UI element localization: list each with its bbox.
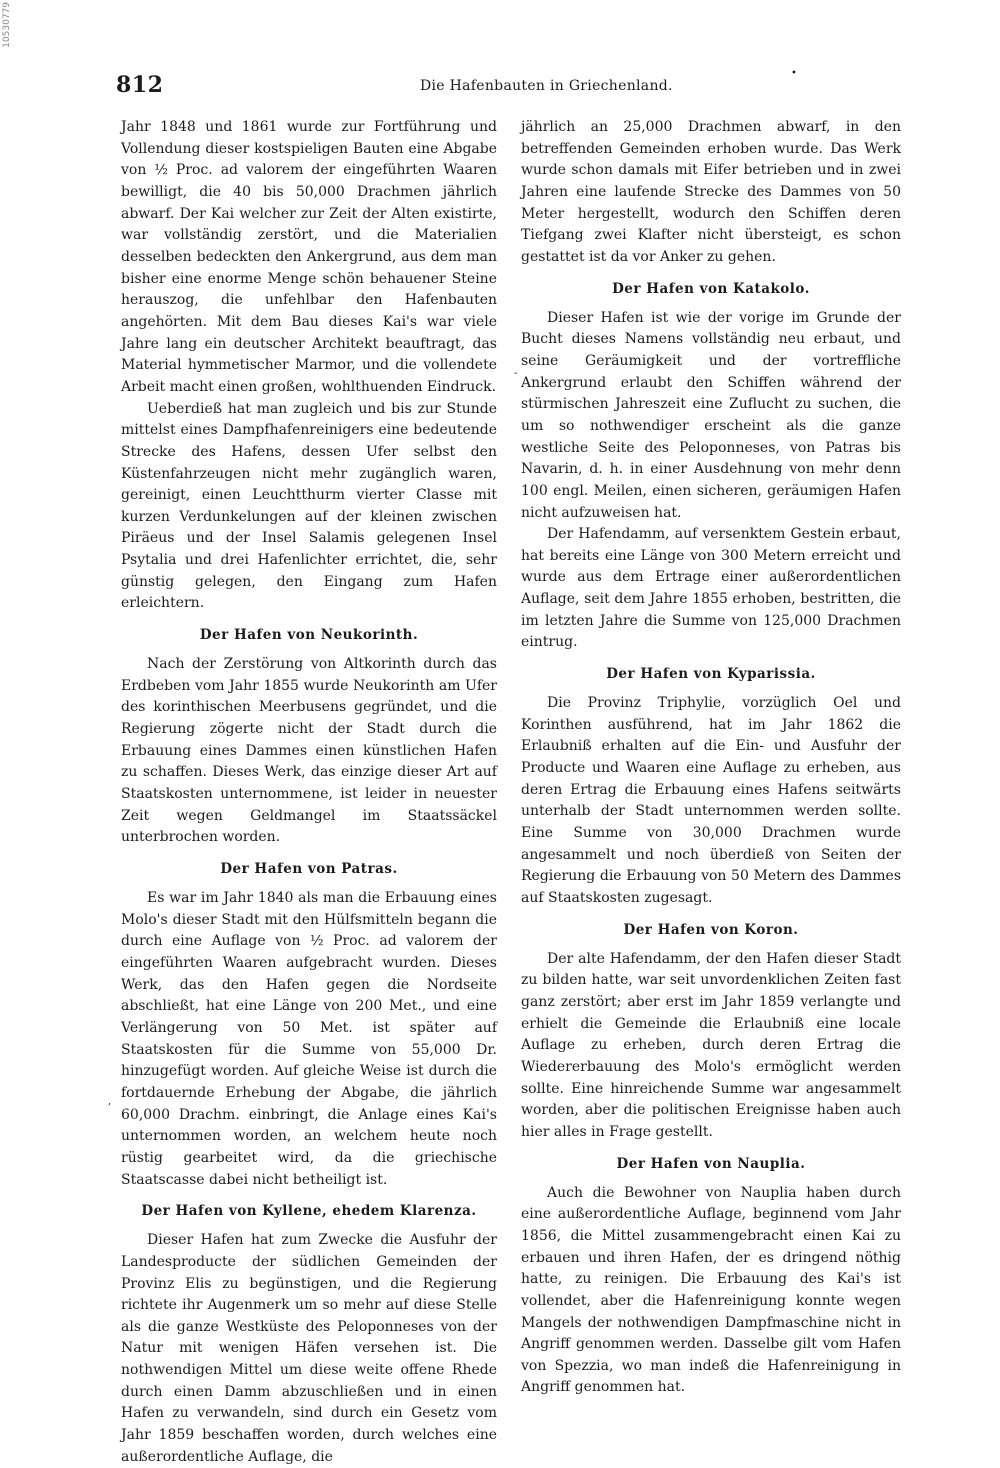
paragraph-piraeus-kai: Jahr 1848 und 1861 wurde zur Fortführung und Vollendung dieser kostspieligen Bauten eine Abgabe von ½ Proc. ad valorem der eingeführten Waaren bewilligt, die 40 bis 50,000 Drachmen jährlich abwarf. Der Kai welcher zur Zeit der Alten existirte, war vollständig zerstört, und die Materialien desselben bedeckten den Ankergrund, aus dem man bisher eine enorme Menge schön behauener Steine herauszog, die unfehlbar den Hafenbauten angehörten. Mit dem Bau dieses Kai's war viele Jahre lang ein deutscher Architekt beauftragt, das Material hymmetischer Marmor, und die vollendete Arbeit macht einen großen, wohlthuenden Eindruck. bbox=[121, 119, 497, 395]
paragraph-piraeus-cleaning: Ueberdieß hat man zugleich und bis zur Stunde mittelst eines Dampfhafenreinigers eine bedeutende Strecke des Hafens, dessen Ufer selbst den Küstenfahrzeugen nicht mehr zugänglich waren, gereinigt, einen Leuchtthurm vierter Classe mit kurzen Verdunkelungen auf der kleinen zwischen Piräeus und der Insel Salamis gelegenen Insel Psytalia und drei Hafenlichter errichtet, die, sehr günstig gelegen, den Eingang zum Hafen erleichtern. bbox=[121, 400, 497, 612]
running-head: Die Hafenbauten in Griechenland. bbox=[420, 78, 673, 94]
left-column bbox=[121, 117, 497, 1468]
heading-koron: Der Hafen von Koron. bbox=[623, 921, 799, 938]
paragraph-kyllene-continued: jährlich an 25,000 Drachmen abwarf, in den betreffenden Gemeinden erhoben wurde. Das Werk wurde schon damals mit Eifer betrieben und in zwei Jahren eine laufende Strecke des Dammes von 50 Meter hergestellt, wodurch den Schiffen deren Tiefgang zwei Klafter nicht übersteigt, es schon gestattet ist da vor Anker zu gehen. bbox=[521, 119, 901, 265]
paragraph-katakolo-dam: Der Hafendamm, auf versenktem Gestein erbaut, hat bereits eine Länge von 300 Metern erreicht und wurde aus dem Ertrage einer außerordentlichen Auflage, seit dem Jahre 1855 erhoben, bestritten, die im letzten Jahre die Summe von 125,000 Drachmen eintrug. bbox=[521, 526, 901, 651]
stray-mark: • bbox=[791, 68, 797, 79]
scan-id: 10530779 bbox=[2, 2, 12, 48]
paragraph-katakolo: Dieser Hafen ist wie der vorige im Grunde der Bucht dieses Namens vollständig neu erbaut, und seine Geräumigkeit und der vortreffliche Ankergrund erlaubt den Schiffen während der stürmischen Jahreszeit eine Zuflucht zu suchen, die um so nothwendiger erscheint als die ganze westliche Seite des Peloponneses, von Patras bis Navarin, d. h. in einer Ausdehnung von mehr denn 100 engl. Meilen, einen sicheren, geräumigen Hafen nicht aufzuweisen hat. bbox=[521, 309, 901, 521]
paragraph-koron: Der alte Hafendamm, der den Hafen dieser Stadt zu bilden hatte, war seit unvordenklichen Zeiten fast ganz zerstört; aber erst im Jahr 1859 verlangte und erhielt die Gemeinde die Erlaubniß eine locale Auflage zu erheben, durch deren Ertrag die Wiedererbauung des Molo's ermöglicht werden sollte. Eine hinreichende Summe war angesammelt worden, aber die politischen Ereignisse haben auch hier alles in Frage gestellt. bbox=[521, 950, 901, 1140]
page-number: 812 bbox=[116, 72, 164, 98]
left-margin-mark: , bbox=[108, 1096, 112, 1107]
right-margin-mark: - bbox=[514, 368, 518, 379]
paragraph-neukorinth: Nach der Zerstörung von Altkorinth durch das Erdbeben vom Jahr 1855 wurde Neukorinth am Ufer des korinthischen Meerbusens gegründet, und die Regierung zögerte nicht der Stadt durch die Erbauung eines Dammes einen künstlichen Hafen zu schaffen. Dieses Werk, das einzige dieser Art auf Staatskosten unternommene, ist leider in neuester Zeit wegen Geldmangel im Staatssäckel unterbrochen worden. bbox=[121, 656, 497, 846]
heading-kyllene: Der Hafen von Kyllene, ehedem Klarenza. bbox=[141, 1203, 477, 1220]
heading-neukorinth: Der Hafen von Neukorinth. bbox=[199, 627, 419, 644]
paragraph-patras: Es war im Jahr 1840 als man die Erbauung eines Molo's dieser Stadt mit den Hülfsmitteln begann die durch eine Auflage von ½ Proc. ad valorem der eingeführten Waaren aufgebracht wurden. Dieses Werk, das den Hafen gegen die Nordseite abschließt, hat eine Länge von 200 Met., und eine Verlängerung von 50 Met. ist später auf Staatskosten für die Summe von 55,000 Dr. hinzugefügt worden. Auf gleiche Weise ist durch die fortdauernde Erhebung der Abgabe, die jährlich 60,000 Drachm. einbringt, die Anlage eines Kai's unternommen worden, an welchem heute noch rüstig gearbeitet wird, da die griechische Staatscasse dabei nicht betheiligt ist. bbox=[121, 890, 497, 1188]
heading-kyparissia: Der Hafen von Kyparissia. bbox=[606, 666, 816, 683]
right-column bbox=[521, 117, 901, 1399]
heading-nauplia: Der Hafen von Nauplia. bbox=[616, 1155, 806, 1172]
heading-patras: Der Hafen von Patras. bbox=[220, 861, 398, 877]
paragraph-nauplia: Auch die Bewohner von Nauplia haben durch eine außerordentliche Auflage, beginnend vom Jahr 1856, die Mittel zusammengebracht einen Kai zu erbauen und ihren Hafen, der es dringend nöthig hatte, zu reinigen. Die Erbauung des Kai's ist vollendet, aber die Hafenreinigung konnte wegen Mangels der nothwendigen Dampfmaschine nicht in Angriff genommen werden. Dasselbe gilt vom Hafen von Spezzia, wo man indeß die Hafenreinigung in Angriff genommen hat. bbox=[521, 1184, 901, 1396]
heading-katakolo: Der Hafen von Katakolo. bbox=[612, 280, 810, 297]
paragraph-kyllene: Dieser Hafen hat zum Zwecke die Ausfuhr der Landesproducte der südlichen Gemeinden der Provinz Elis zu begünstigen, und die Regierung richtete ihr Augenmerk um so mehr auf diese Stelle als die ganze Westküste des Peloponneses von der Natur mit wenigen Häfen versehen ist. Die nothwendigen Mittel um diese weite offene Rhede durch einen Damm abzuschließen und in einen Hafen zu verwandeln, sind durch ein Gesetz vom Jahr 1859 beschaffen worden, durch welches eine außerordentliche Auflage, die bbox=[121, 1232, 497, 1465]
paragraph-kyparissia: Die Provinz Triphylie, vorzüglich Oel und Korinthen ausführend, hat im Jahr 1862 die Erlaubniß erhalten auf die Ein- und Ausfuhr der Producte und Waaren eine Auflage zu erheben, aus deren Ertrag die Erbauung eines Hafens seitwärts unterhalb der Stadt unternommen werden sollte. Eine Summe von 30,000 Drachmen wurde angesammelt und noch überdieß von Seiten der Regierung die Erbauung von 50 Metern des Dammes auf Staatskosten zugesagt. bbox=[521, 695, 901, 906]
